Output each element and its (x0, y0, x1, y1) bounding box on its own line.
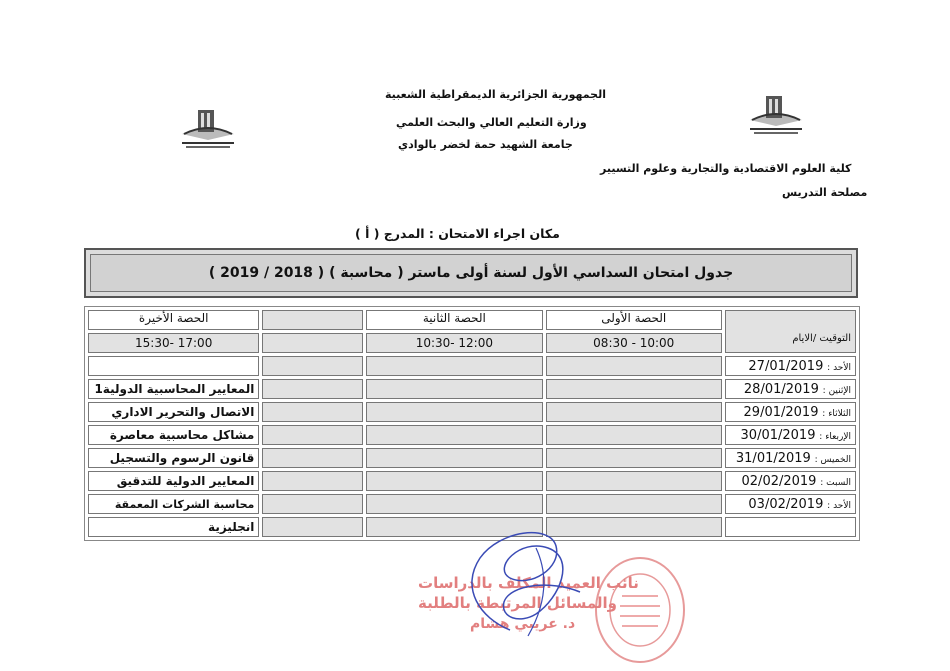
ministry-name: وزارة التعليم العالي والبحث العلمي (396, 116, 587, 129)
country-name: الجمهورية الجزائرية الديمقراطية الشعبية (385, 88, 606, 101)
university-name: جامعة الشهيد حمة لخضر بالوادي (398, 138, 573, 151)
empty-cell (262, 356, 363, 376)
day-name: الأحد : (827, 362, 851, 373)
session-4-label: الحصة الأخيرة (88, 310, 259, 330)
exam-schedule-table (84, 306, 860, 541)
day-name: الأحد : (827, 500, 851, 511)
day-name: السبت : (820, 477, 851, 488)
subject-cell (88, 356, 259, 376)
corner-cell (725, 310, 856, 353)
day-date: 29/01/2019 (743, 404, 819, 420)
table-row (88, 402, 856, 422)
empty-cell (546, 356, 722, 376)
day-cell (725, 402, 856, 422)
empty-cell (366, 356, 542, 376)
table-row (88, 356, 856, 376)
subject-cell: الاتصال والتحرير الاداري (88, 402, 259, 422)
empty-cell (262, 471, 363, 491)
schedule-title-box (84, 248, 858, 298)
table-row (88, 379, 856, 399)
session-4-time: 15:30- 17:00 (88, 333, 259, 353)
session-1-time: 08:30 - 10:00 (546, 333, 722, 353)
university-logo-right (744, 90, 808, 138)
day-date: 28/01/2019 (743, 381, 819, 397)
empty-cell (262, 517, 363, 537)
table-row (88, 425, 856, 445)
table-row (88, 494, 856, 514)
empty-cell (262, 425, 363, 445)
session-2-time: 10:30- 12:00 (366, 333, 542, 353)
empty-cell (546, 471, 722, 491)
day-cell (725, 448, 856, 468)
empty-cell (546, 402, 722, 422)
signature-line-3: د. عريبي هشام (470, 616, 576, 632)
empty-cell (546, 494, 722, 514)
day-date: 30/01/2019 (740, 427, 816, 443)
empty-cell (366, 425, 542, 445)
day-date: 31/01/2019 (735, 450, 811, 466)
table-row (88, 448, 856, 468)
empty-cell (546, 425, 722, 445)
day-name: الخميس : (814, 454, 851, 465)
empty-cell (546, 448, 722, 468)
day-cell (725, 379, 856, 399)
corner-label: التوقيت /الايام (792, 333, 851, 344)
empty-cell (366, 448, 542, 468)
empty-cell (262, 448, 363, 468)
day-cell (725, 517, 856, 537)
signature-line-1: نائب العميد المكلف بالدراسات (418, 574, 639, 592)
session-3-label (262, 310, 363, 330)
session-3-time (262, 333, 363, 353)
empty-cell (366, 471, 542, 491)
subject-cell: انجليزية (88, 517, 259, 537)
empty-cell (546, 379, 722, 399)
exam-place: مكان اجراء الامتحان : المدرج ( أ ) (355, 226, 560, 241)
day-cell (725, 471, 856, 491)
empty-cell (366, 402, 542, 422)
subject-cell: مشاكل محاسبية معاصرة (88, 425, 259, 445)
day-cell (725, 425, 856, 445)
subject-cell: المعايير المحاسبية الدولية1 (88, 379, 259, 399)
signature-line-2: والمسائل المرتبطة بالطلبة (418, 594, 617, 612)
subject-cell: قانون الرسوم والتسجيل (88, 448, 259, 468)
table-row (88, 471, 856, 491)
subject-cell: المعايير الدولية للتدقيق (88, 471, 259, 491)
empty-cell (262, 494, 363, 514)
university-logo-left (176, 104, 240, 152)
empty-cell (262, 379, 363, 399)
handwritten-signature-icon (440, 518, 600, 642)
day-date: 27/01/2019 (748, 358, 824, 374)
subject-cell: محاسبة الشركات المعمقة (88, 494, 259, 514)
session-1-label: الحصة الأولى (546, 310, 722, 330)
day-date: 02/02/2019 (741, 473, 817, 489)
empty-cell (262, 402, 363, 422)
day-date: 03/02/2019 (748, 496, 824, 512)
day-cell (725, 356, 856, 376)
session-2-label: الحصة الثانية (366, 310, 542, 330)
day-name: الإربعاء : (819, 431, 851, 442)
department-name: مصلحة التدريس (782, 186, 868, 199)
table-header-row (88, 310, 856, 330)
empty-cell (366, 379, 542, 399)
empty-cell (366, 494, 542, 514)
schedule-title: جدول امتحان السداسي الأول لسنة أولى ماستر ( محاسبة ) ( 2018 / 2019 ) (90, 254, 852, 292)
day-name: الإثنين : (822, 385, 851, 396)
day-cell (725, 494, 856, 514)
day-name: الثلاثاء : (822, 408, 851, 419)
faculty-name: كلية العلوم الاقتصادية والتجارية وعلوم التسيير (600, 162, 852, 175)
